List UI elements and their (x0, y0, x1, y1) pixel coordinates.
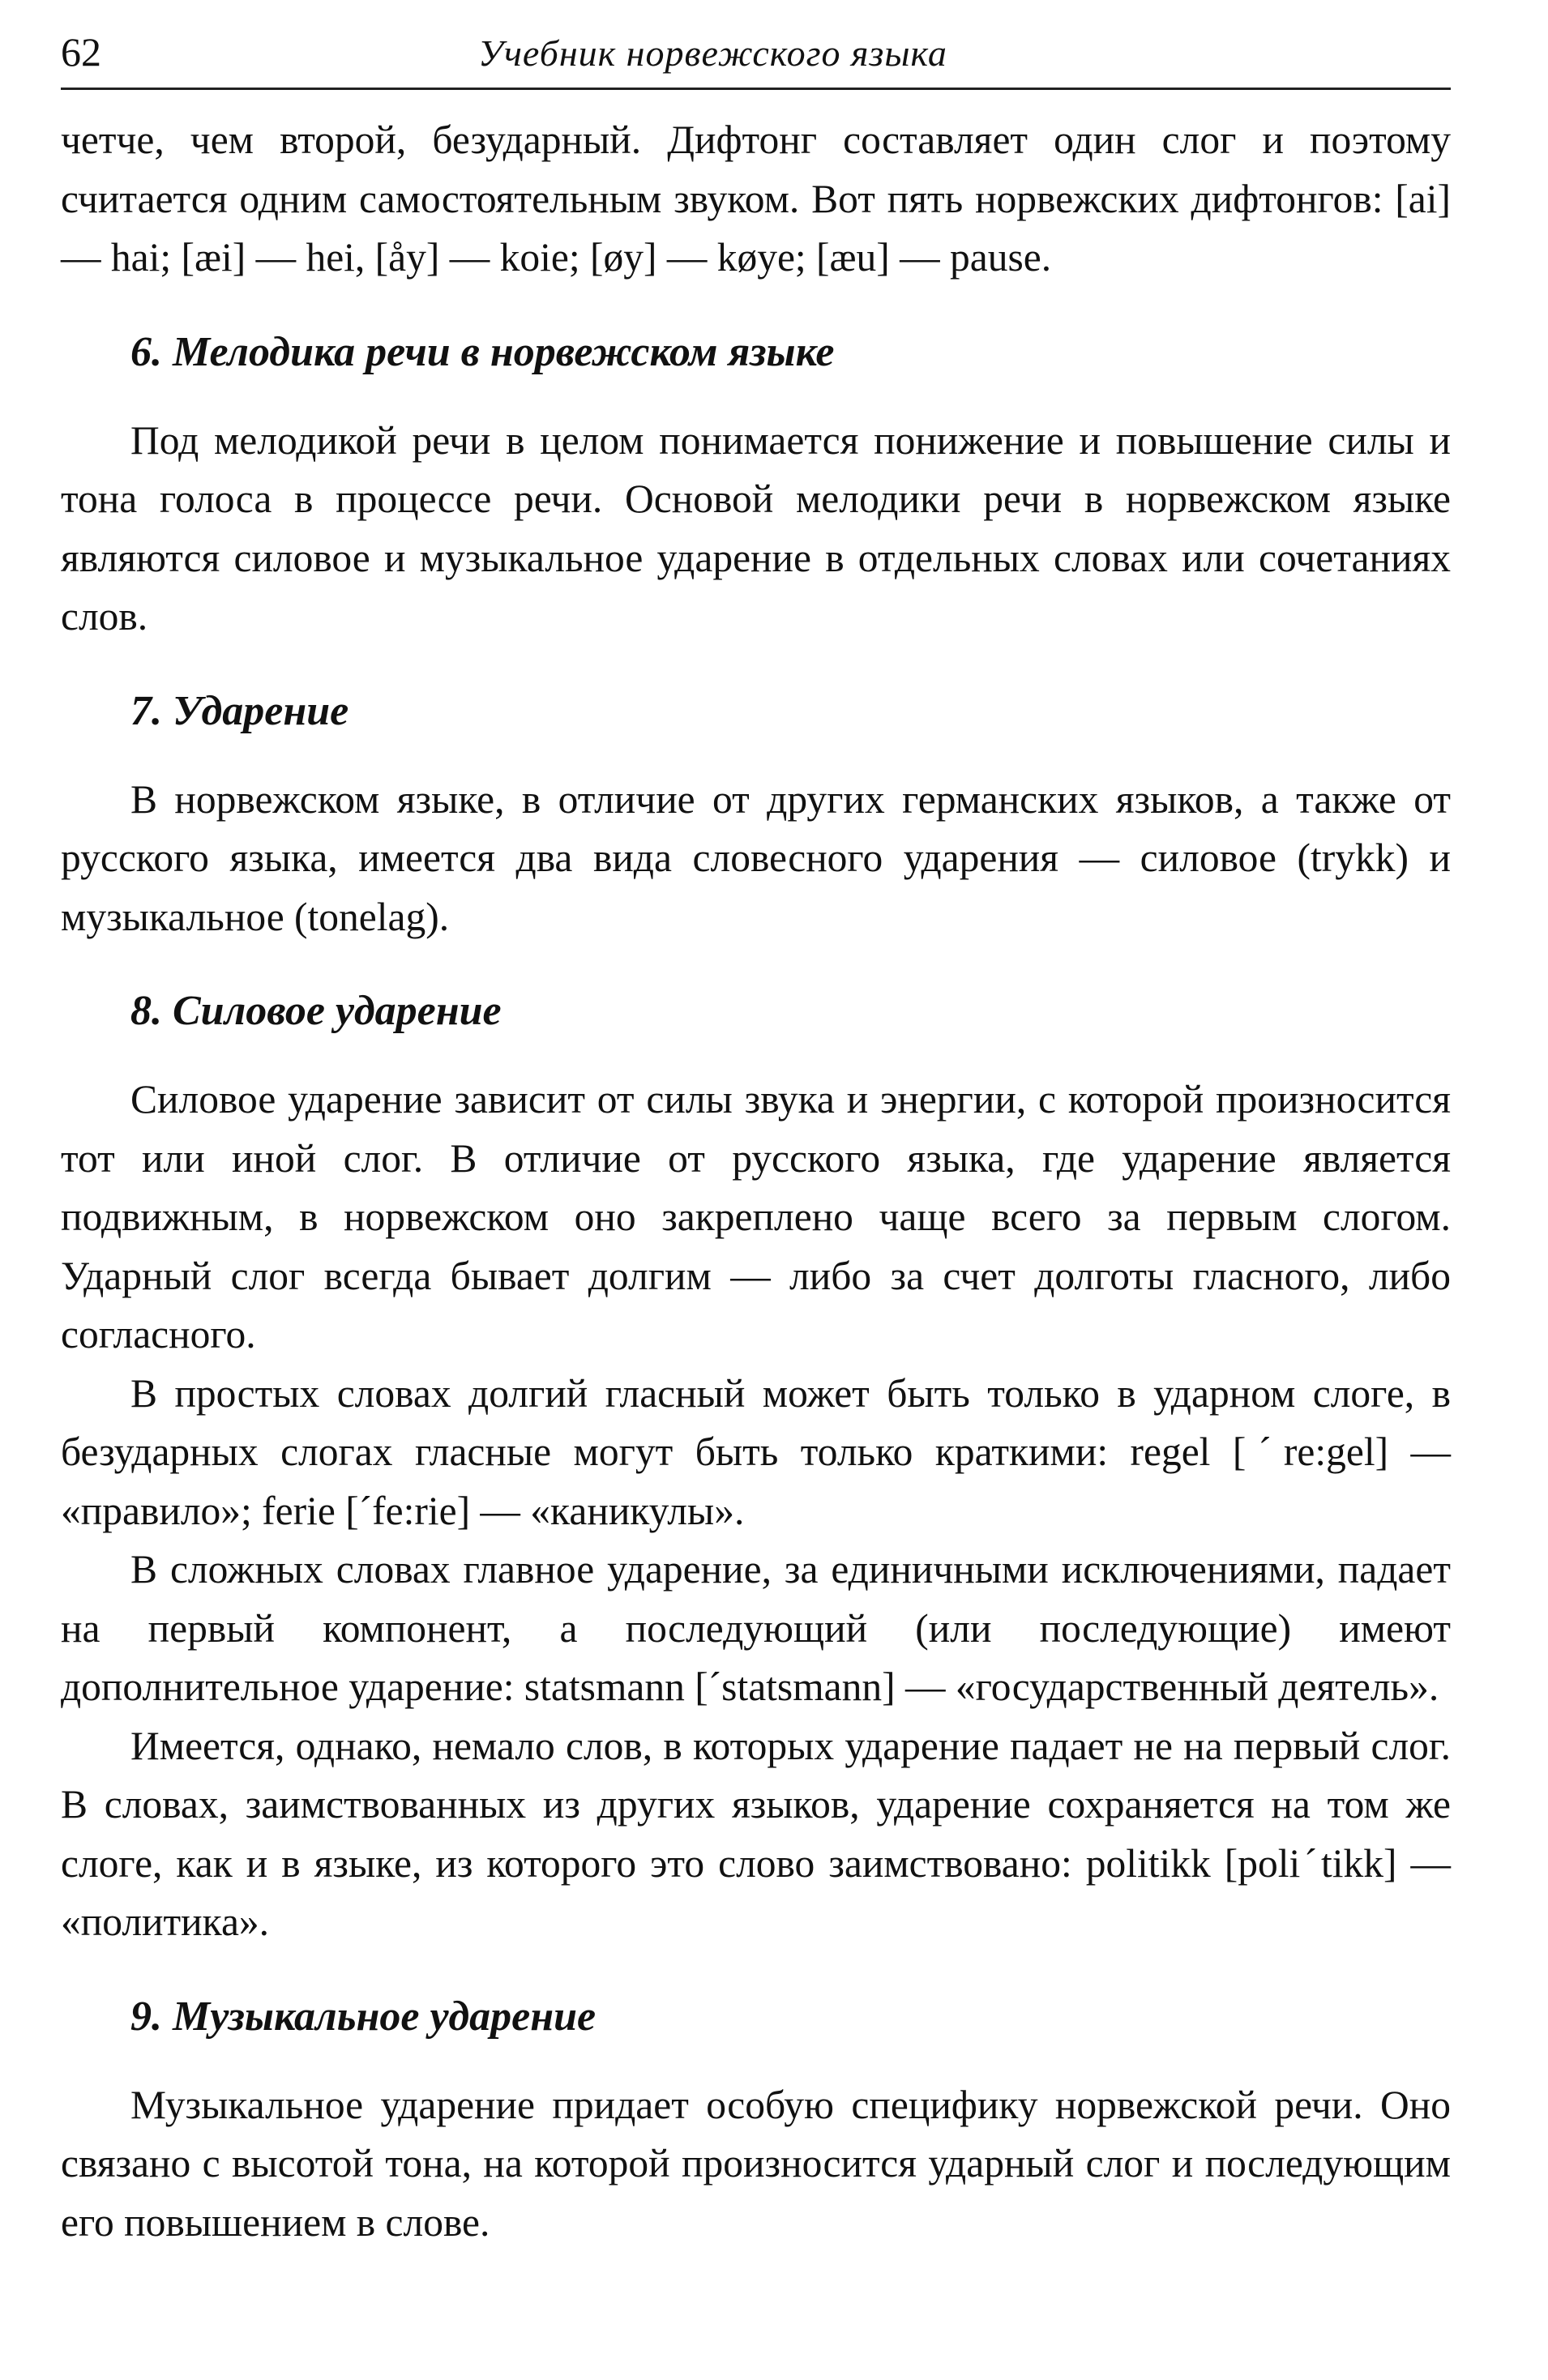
section-heading-6: 6. Мелодика речи в норвежском языке (130, 328, 835, 375)
page-number: 62 (61, 29, 101, 75)
book-page (61, 24, 1451, 2252)
section-heading-9: 9. Музыкальное ударение (130, 1993, 597, 2040)
section-8-paragraph-3: В сложных словах главное ударение, за единичными исключениями, падает на первый компонент, а последующий (или последующие) имеют дополнительное ударение: statsmann [ˊstatsmann] — «государственный деятель». (61, 1547, 1451, 1709)
page-header (61, 24, 1451, 90)
intro-paragraph: четче, чем второй, безударный. Дифтонг составляет один слог и поэтому считается одним самостоятельным звуком. Вот пять норвежских дифтонгов: [ai] — hai; [æi] — hei, [åy] — koie; [øy] — køye; [æu] — pause. (61, 118, 1451, 280)
section-heading-7: 7. Ударение (130, 687, 349, 734)
section-8-paragraph-1: Силовое ударение зависит от силы звука и энергии, с которой произносится тот или иной слог. В отличие от русского языка, где ударение является подвижным, в норвежском оно закреплено чаще всего за первым слогом. Ударный слог всегда бывает долгим — либо за счет долготы гласного, либо согласного. (61, 1077, 1451, 1357)
section-6-paragraph-1: Под мелодикой речи в целом понимается понижение и повышение силы и тона голоса в процессе речи. Основой мелодики речи в норвежском языке являются силовое и музыкальное ударение в отдельных словах или сочетаниях слов. (61, 417, 1451, 639)
section-8-paragraph-2: В простых словах долгий гласный может быть только в ударном слоге, в безударных слогах гласные могут быть только краткими: regel [ˊre:gel] — «правило»; ferie [ˊfe:rie] — «каникулы». (61, 1370, 1451, 1533)
section-7-paragraph-1: В норвежском языке, в отличие от других германских языков, а также от русского языка, имеется два вида словесного ударения — силовое (trykk) и музыкальное (tonelag). (61, 776, 1451, 939)
running-title: Учебник норвежского языка (478, 32, 947, 74)
section-9-paragraph-1: Музыкальное ударение придает особую специфику норвежской речи. Оно связано с высотой тона, на которой произносится ударный слог и последующим его повышением в слове. (61, 2082, 1451, 2245)
section-8-paragraph-4: Имеется, однако, немало слов, в которых ударение падает не на первый слог. В словах, заимствованных из других языков, ударение сохраняется на том же слоге, как и в языке, из которого это слово заимствовано: politikk [poliˊtikk] — «политика». (61, 1723, 1451, 1944)
section-heading-8: 8. Силовое ударение (130, 988, 502, 1034)
page-body (61, 111, 1451, 2252)
